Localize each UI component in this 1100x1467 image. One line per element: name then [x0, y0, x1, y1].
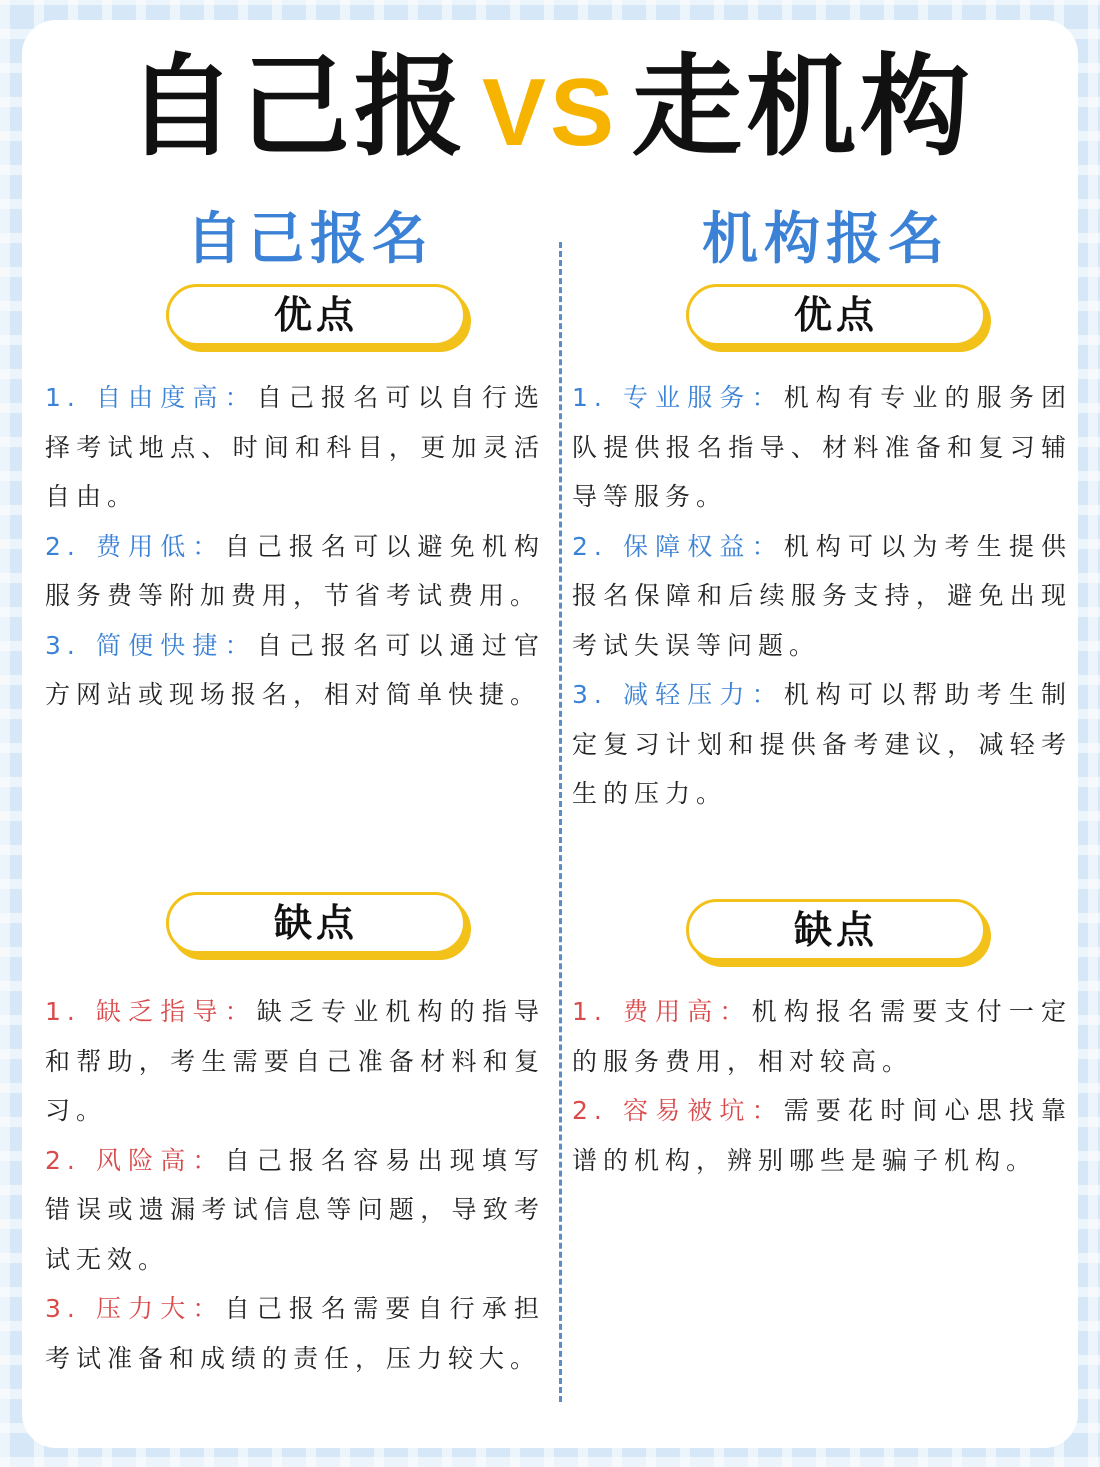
list-item: 3. 压力大：自己报名需要自行承担考试准备和成绩的责任，压力较大。: [45, 1294, 545, 1373]
right-column-title: 机构报名: [702, 207, 950, 272]
left-cons-list: [45, 987, 545, 1383]
title-vs: VS: [481, 59, 619, 166]
left-pros-label: 优点: [166, 284, 466, 346]
right-cons-label: 缺点: [686, 899, 986, 961]
right-cons-list: [572, 987, 1072, 1185]
left-pros-list: [45, 373, 545, 720]
right-pros-label: 优点: [686, 284, 986, 346]
main-title: [0, 42, 1100, 178]
left-cons-label: 缺点: [166, 892, 466, 954]
list-item: 3. 简便快捷：自己报名可以通过官方网站或现场报名，相对简单快捷。: [45, 630, 545, 709]
list-item: 1. 专业服务：机构有专业的服务团队提供报名指导、材料准备和复习辅导等服务。: [572, 383, 1072, 511]
title-right: 走机构: [632, 43, 975, 171]
list-item: 1. 自由度高：自己报名可以自行选择考试地点、时间和科目，更加灵活自由。: [45, 383, 545, 511]
list-item: 3. 减轻压力：机构可以帮助考生制定复习计划和提供备考建议，减轻考生的压力。: [572, 680, 1072, 808]
left-column-title: 自己报名: [186, 207, 434, 272]
list-item: 2. 保障权益：机构可以为考生提供报名保障和后续服务支持，避免出现考试失误等问题。: [572, 531, 1072, 660]
list-item: 1. 缺乏指导：缺乏专业机构的指导和帮助，考生需要自己准备材料和复习。: [45, 997, 545, 1125]
title-left: 自己报: [125, 43, 468, 171]
list-item: 2. 费用低：自己报名可以避免机构服务费等附加费用，节省考试费用。: [45, 531, 545, 610]
list-item: 1. 费用高：机构报名需要支付一定的服务费用，相对较高。: [572, 997, 1072, 1076]
right-pros-list: [572, 373, 1072, 819]
column-divider: [559, 242, 562, 1402]
list-item: 2. 风险高：自己报名容易出现填写错误或遗漏考试信息等问题，导致考试无效。: [45, 1145, 545, 1274]
list-item: 2. 容易被坑：需要花时间心思找靠谱的机构，辨别哪些是骗子机构。: [572, 1096, 1072, 1175]
